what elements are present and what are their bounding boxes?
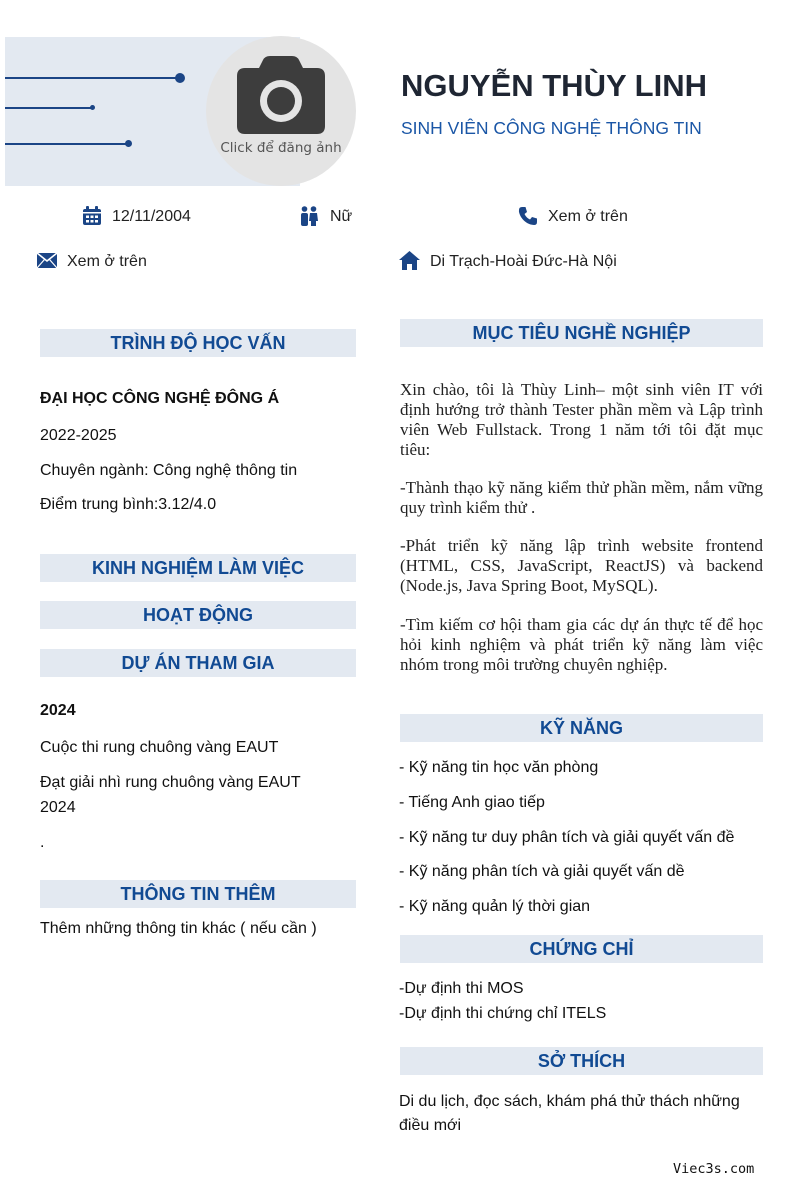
hobbies-line2: điều mới (399, 1117, 462, 1134)
skill-item: - Kỹ năng phân tích và giải quyết vấn dề (399, 863, 685, 880)
photo-upload[interactable] (206, 36, 356, 186)
decor-dot-2 (90, 105, 95, 110)
calendar-icon (82, 206, 102, 226)
gender-icon (300, 206, 318, 226)
decor-line-3 (5, 143, 128, 145)
education-gpa: Điểm trung bình:3.12/4.0 (40, 496, 217, 513)
photo-caption: Click để đăng ảnh (220, 140, 342, 156)
hobbies-line1: Di du lịch, đọc sách, khám phá thử thách những (399, 1093, 740, 1110)
gender: Nữ (330, 208, 353, 225)
education-major: Chuyên ngành: Công nghệ thông tin (40, 462, 298, 479)
address: Di Trạch-Hoài Đức-Hà Nội (430, 253, 617, 270)
project-name: Cuộc thi rung chuông vàng EAUT (40, 739, 279, 756)
skill-item: - Kỹ năng quản lý thời gian (399, 898, 591, 915)
education-heading: TRÌNH ĐỘ HỌC VẤN (40, 329, 356, 357)
project-note: . (40, 834, 45, 851)
objective-heading: MỤC TIÊU NGHỀ NGHIỆP (400, 319, 763, 347)
email-icon (37, 253, 57, 268)
certificate-item: -Dự định thi MOS (399, 980, 524, 997)
candidate-name: NGUYỄN THÙY LINH (401, 68, 708, 103)
additional-heading: THÔNG TIN THÊM (40, 880, 356, 908)
project-year: 2024 (40, 702, 76, 719)
certificates-heading: CHỨNG CHỈ (400, 935, 763, 963)
decor-line-2 (5, 107, 92, 109)
hobbies-heading: SỞ THÍCH (400, 1047, 763, 1075)
skill-item: - Kỹ năng tin học văn phòng (399, 759, 599, 776)
education-years: 2022-2025 (40, 427, 117, 444)
project-achievement-line2: 2024 (40, 799, 76, 816)
email[interactable]: Xem ở trên (67, 253, 147, 270)
decor-dot-1 (175, 73, 185, 83)
home-icon (399, 251, 420, 270)
project-achievement-line1: Đạt giải nhì rung chuông vàng EAUT (40, 774, 301, 791)
certificate-item: -Dự định thi chứng chỉ ITELS (399, 1005, 607, 1022)
camera-icon (235, 56, 327, 136)
skills-heading: KỸ NĂNG (400, 714, 763, 742)
decor-line-1 (5, 77, 178, 79)
school-name: ĐẠI HỌC CÔNG NGHỆ ĐÔNG Á (40, 390, 280, 407)
skill-item: - Tiếng Anh giao tiếp (399, 794, 545, 811)
candidate-role: SINH VIÊN CÔNG NGHỆ THÔNG TIN (401, 118, 702, 138)
projects-heading: DỰ ÁN THAM GIA (40, 649, 356, 677)
phone-icon (518, 206, 538, 226)
skill-item: - Kỹ năng tư duy phân tích và giải quyết vấn đề (399, 829, 735, 846)
footer-watermark: Viec3s.com (673, 1161, 755, 1177)
decor-dot-3 (125, 140, 132, 147)
objective-goal-1: -Thành thạo kỹ năng kiểm thử phần mềm, nắm vững quy trình kiểm thử . (400, 478, 763, 517)
objective-intro: Xin chào, tôi là Thùy Linh– một sinh viên IT với định hướng trở thành Tester phần mềm và Lập trình viên Web Fullstack. Trong 1 năm tới tôi đặt mục tiêu: (400, 380, 763, 459)
birthday: 12/11/2004 (112, 208, 191, 225)
objective-goal-2: -Phát triển kỹ năng lập trình website frontend (HTML, CSS, JavaScript, ReactJS) và backend (Node.js, Java Spring Boot, MySQL). (400, 536, 763, 595)
additional-text: Thêm những thông tin khác ( nếu cần ) (40, 920, 317, 937)
activities-heading: HOẠT ĐỘNG (40, 601, 356, 629)
experience-heading: KINH NGHIỆM LÀM VIỆC (40, 554, 356, 582)
phone[interactable]: Xem ở trên (548, 208, 628, 225)
objective-goal-3: -Tìm kiếm cơ hội tham gia các dự án thực tế để học hỏi kinh nghiệm và phát triển kỹ năng làm việc nhóm trong môi trường chuyên nghiệp. (400, 615, 763, 674)
